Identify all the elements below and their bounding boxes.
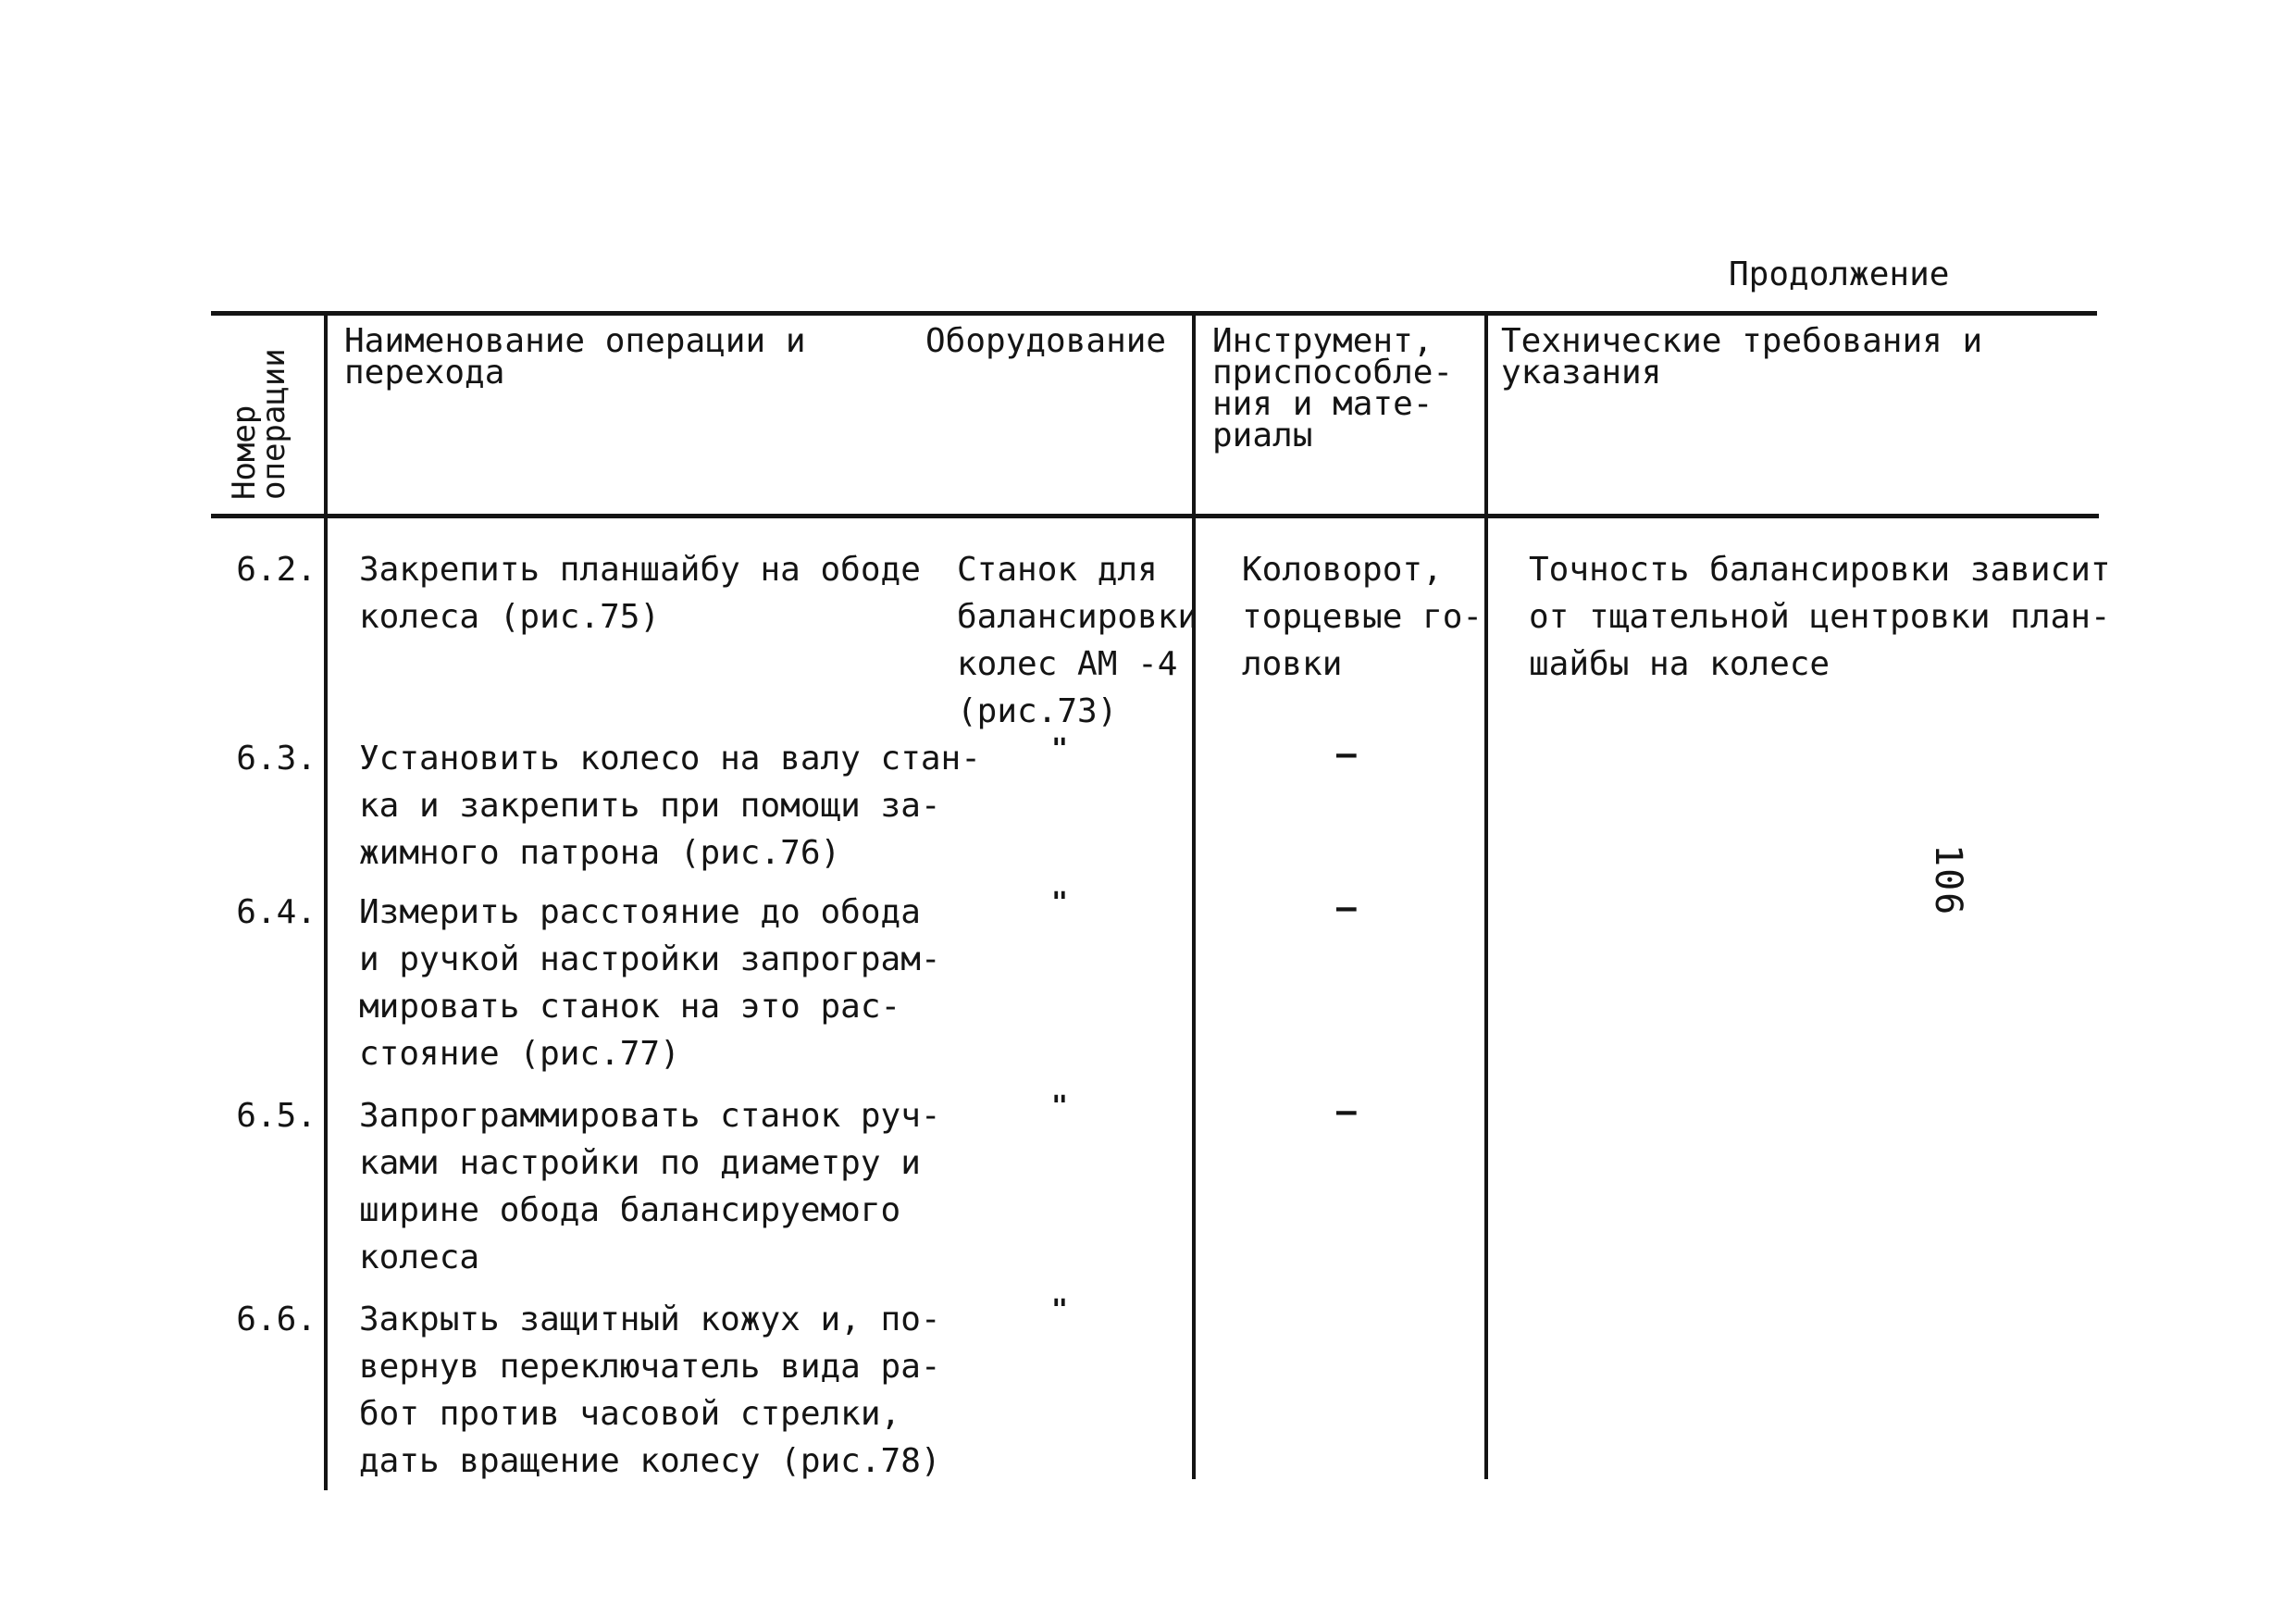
row-number: 6.3. — [236, 740, 316, 778]
row-equipment-ditto: " — [1051, 887, 1069, 919]
row-equipment-ditto: " — [1051, 1294, 1069, 1326]
row-tools-dash: – — [1336, 1092, 1357, 1130]
row-tools: Коловорот, торцевые го- ловки — [1242, 551, 1483, 683]
row-equipment: Станок для балансировки колес АМ -4 (рис.73) — [957, 551, 1198, 730]
row-equipment-ditto: " — [1051, 1090, 1069, 1123]
row-tools-dash: – — [1336, 889, 1357, 927]
column-divider-2 — [1192, 311, 1196, 1479]
row-number: 6.6. — [236, 1301, 316, 1338]
row-number: 6.4. — [236, 893, 316, 931]
header-equipment: Оборудование — [925, 322, 1167, 360]
row-equipment-ditto: " — [1051, 733, 1069, 765]
page-number: 106 — [1927, 844, 1969, 917]
row-requirements: Точность балансировки зависит от тщательной центровки план- шайбы на колесе — [1529, 551, 2111, 683]
column-divider-1 — [324, 311, 328, 1490]
row-operation: Закрепить планшайбу на ободе колеса (рис.75) — [359, 551, 921, 636]
header-op-number: Номер операции — [226, 348, 292, 500]
header-tools: Инструмент, приспособле- ния и мате- риалы — [1212, 322, 1454, 454]
row-operation: Установить колесо на валу стан- ка и закрепить при помощи за- жимного патрона (рис.76) — [359, 740, 981, 872]
header-op-name: Наименование операции и перехода — [344, 322, 806, 392]
row-operation: Измерить расстояние до обода и ручкой настройки запрограм- мировать станок на это рас- стояние (рис.77) — [359, 893, 941, 1073]
bracket-mark — [324, 552, 328, 589]
header-requirements: Технические требования и указания — [1501, 322, 1983, 392]
row-number: 6.2. — [236, 551, 316, 589]
row-operation: Закрыть защитный кожух и, по- вернув переключатель вида ра- бот против часовой стрелки, дать вращение колесу (рис.78) — [359, 1301, 941, 1480]
column-divider-3 — [1484, 311, 1488, 1479]
row-operation: Запрограммировать станок руч- ками настройки по диаметру и ширине обода балансируемого колеса — [359, 1097, 941, 1276]
row-number: 6.5. — [236, 1097, 316, 1135]
header-bottom-rule — [211, 514, 2099, 518]
continuation-label: Продолжение — [1729, 255, 1950, 293]
row-tools-dash: – — [1336, 735, 1357, 773]
table-top-rule — [211, 311, 2097, 316]
